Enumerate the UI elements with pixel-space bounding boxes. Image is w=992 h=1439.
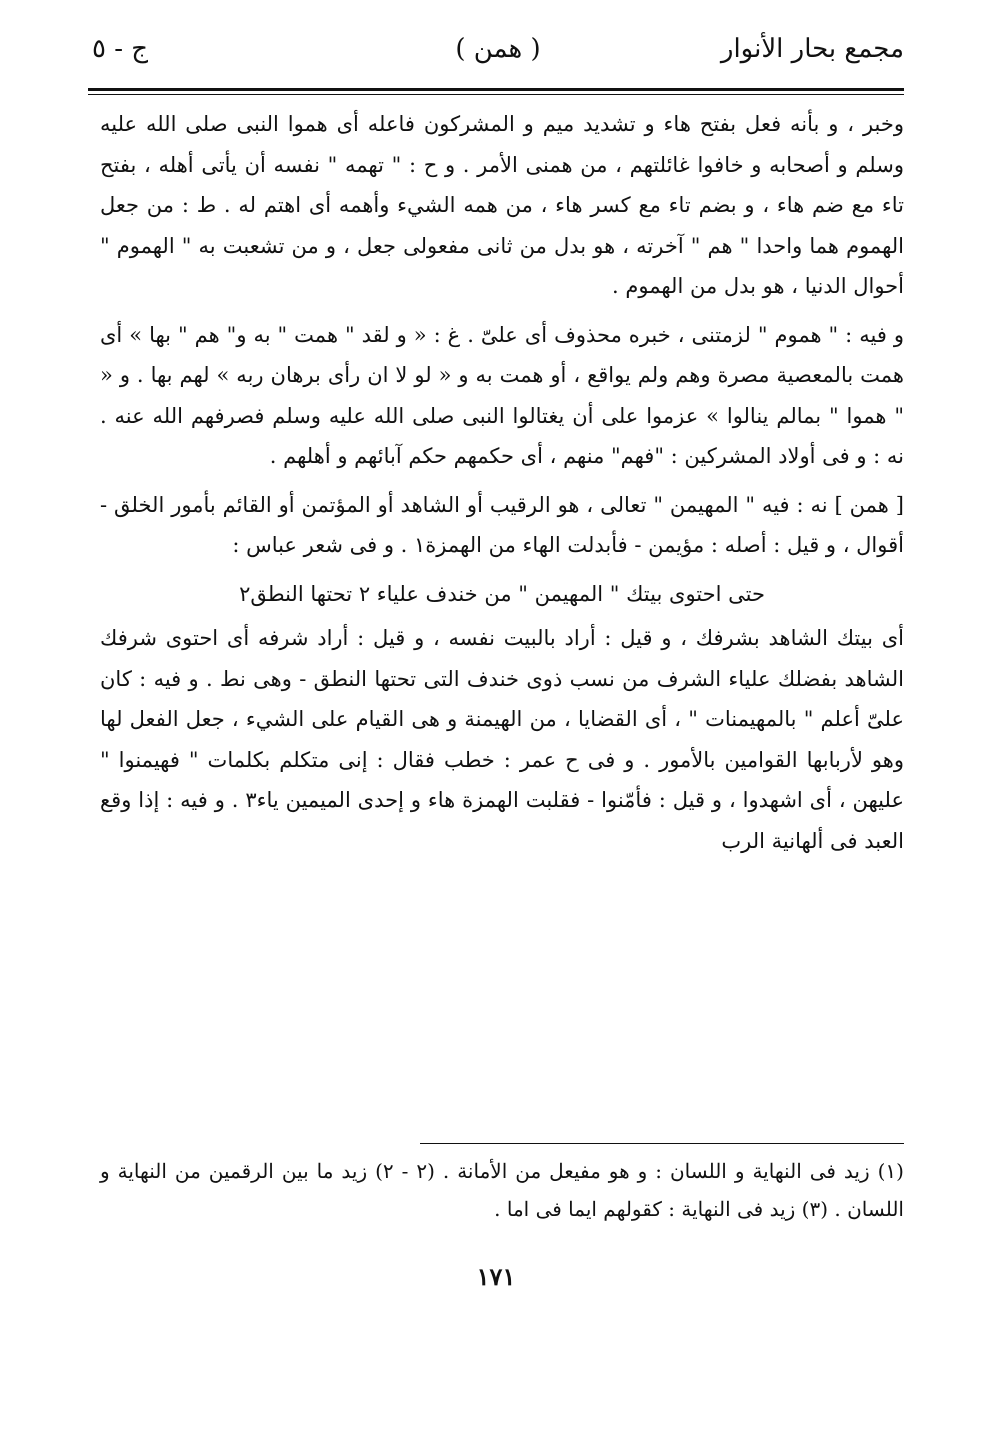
poetry-verse: حتى احتوى بيتك " المهيمن " من خندف علياء ٢ تحتها النطق٢ [239,581,765,606]
paragraph: و فيه : " هموم " لزمتنى ، خبره محذوف أى علىّ . غ : « و لقد " همت " به و" هم " بها » أى همت بالمعصية مصرة وهم ولم يواقع ، أو همت به و « لو لا ان رأى برهان ربه » لهم بها . و « " هموا " بمالم ينالوا » عزموا على أن يغتالوا النبى صلى الله عليه وسلم فصرفهم الله عنه . نه : و فى أولاد المشركين : "فهم" منهم ، أى حكمهم حكم آبائهم و أهلهم . [100,322,904,468]
book-title: مجمع بحار الأنوار [720,34,904,64]
footnote-rule [420,1143,904,1144]
paragraph: وخبر ، و بأنه فعل بفتح هاء و تشديد ميم و المشركون فاعله أى هموا النبى صلى الله عليه وسلم و أصحابه و خافوا غائلتهم ، من همنى الأمر . و ح : " تهمه " نفسه أن يأتى أهله ، بفتح تاء مع ضم هاء ، و بضم تاء مع كسر هاء ، من همه الشيء وأهمه أى اهتم له . ط : من جعل الهموم هما واحدا " هم " آخرته ، هو بدل من ثانى مفعولى جعل ، و من تشعبت به " الهموم " أحوال الدنيا ، هو بدل من الهموم . [100,112,904,298]
header-rule [88,88,904,91]
page-header [92,34,904,82]
footnotes [100,1152,904,1228]
paragraph: أى بيتك الشاهد بشرفك ، و قيل : أراد بالبيت نفسه ، و قيل : أراد شرفه أى احتوى شرفك الشاهد بفضلك علياء الشرف من نسب ذوى خندف التى تحتها النطق - وهى نط . و فيه : كان علىّ أعلم " بالمهيمنات " ، أى القضايا ، من الهيمنة و هى القيام على الشيء ، جعل الفعل لها وهو لأربابها القوامين بالأمور . و فى ح عمر : خطب فقال : إنى متكلم بكلمات " فهيمنوا " عليهن ، أى اشهدوا ، و قيل : فأمّنوا - فقلبت الهمزة هاء و إحدى الميمين ياء٣ . و فيه : إذا وقع العبد فى ألهانية الرب [100,626,904,853]
volume-number: ج - ٥ [92,34,149,64]
footnote: (١) زيد فى النهاية و اللسان : و هو مفيعل من الأمانة . (٢ - ٢) زيد ما بين الرقمين من النهاية و اللسان . (٣) زيد فى النهاية : كقولهم ايما فى اما . [100,1159,904,1221]
entry-word: ( همن ) [455,34,541,64]
paragraph: [ همن ] نه : فيه " المهيمن " تعالى ، هو الرقيب أو الشاهد أو المؤتمن أو القائم بأمور الخلق - أقوال ، و قيل : أصله : مؤيمن - فأبدلت الهاء من الهمزة١ . و فى شعر عباس : [100,492,904,557]
page-number: ١٧١ [476,1262,516,1291]
main-text [100,104,904,861]
header-rule-thin [88,94,904,95]
